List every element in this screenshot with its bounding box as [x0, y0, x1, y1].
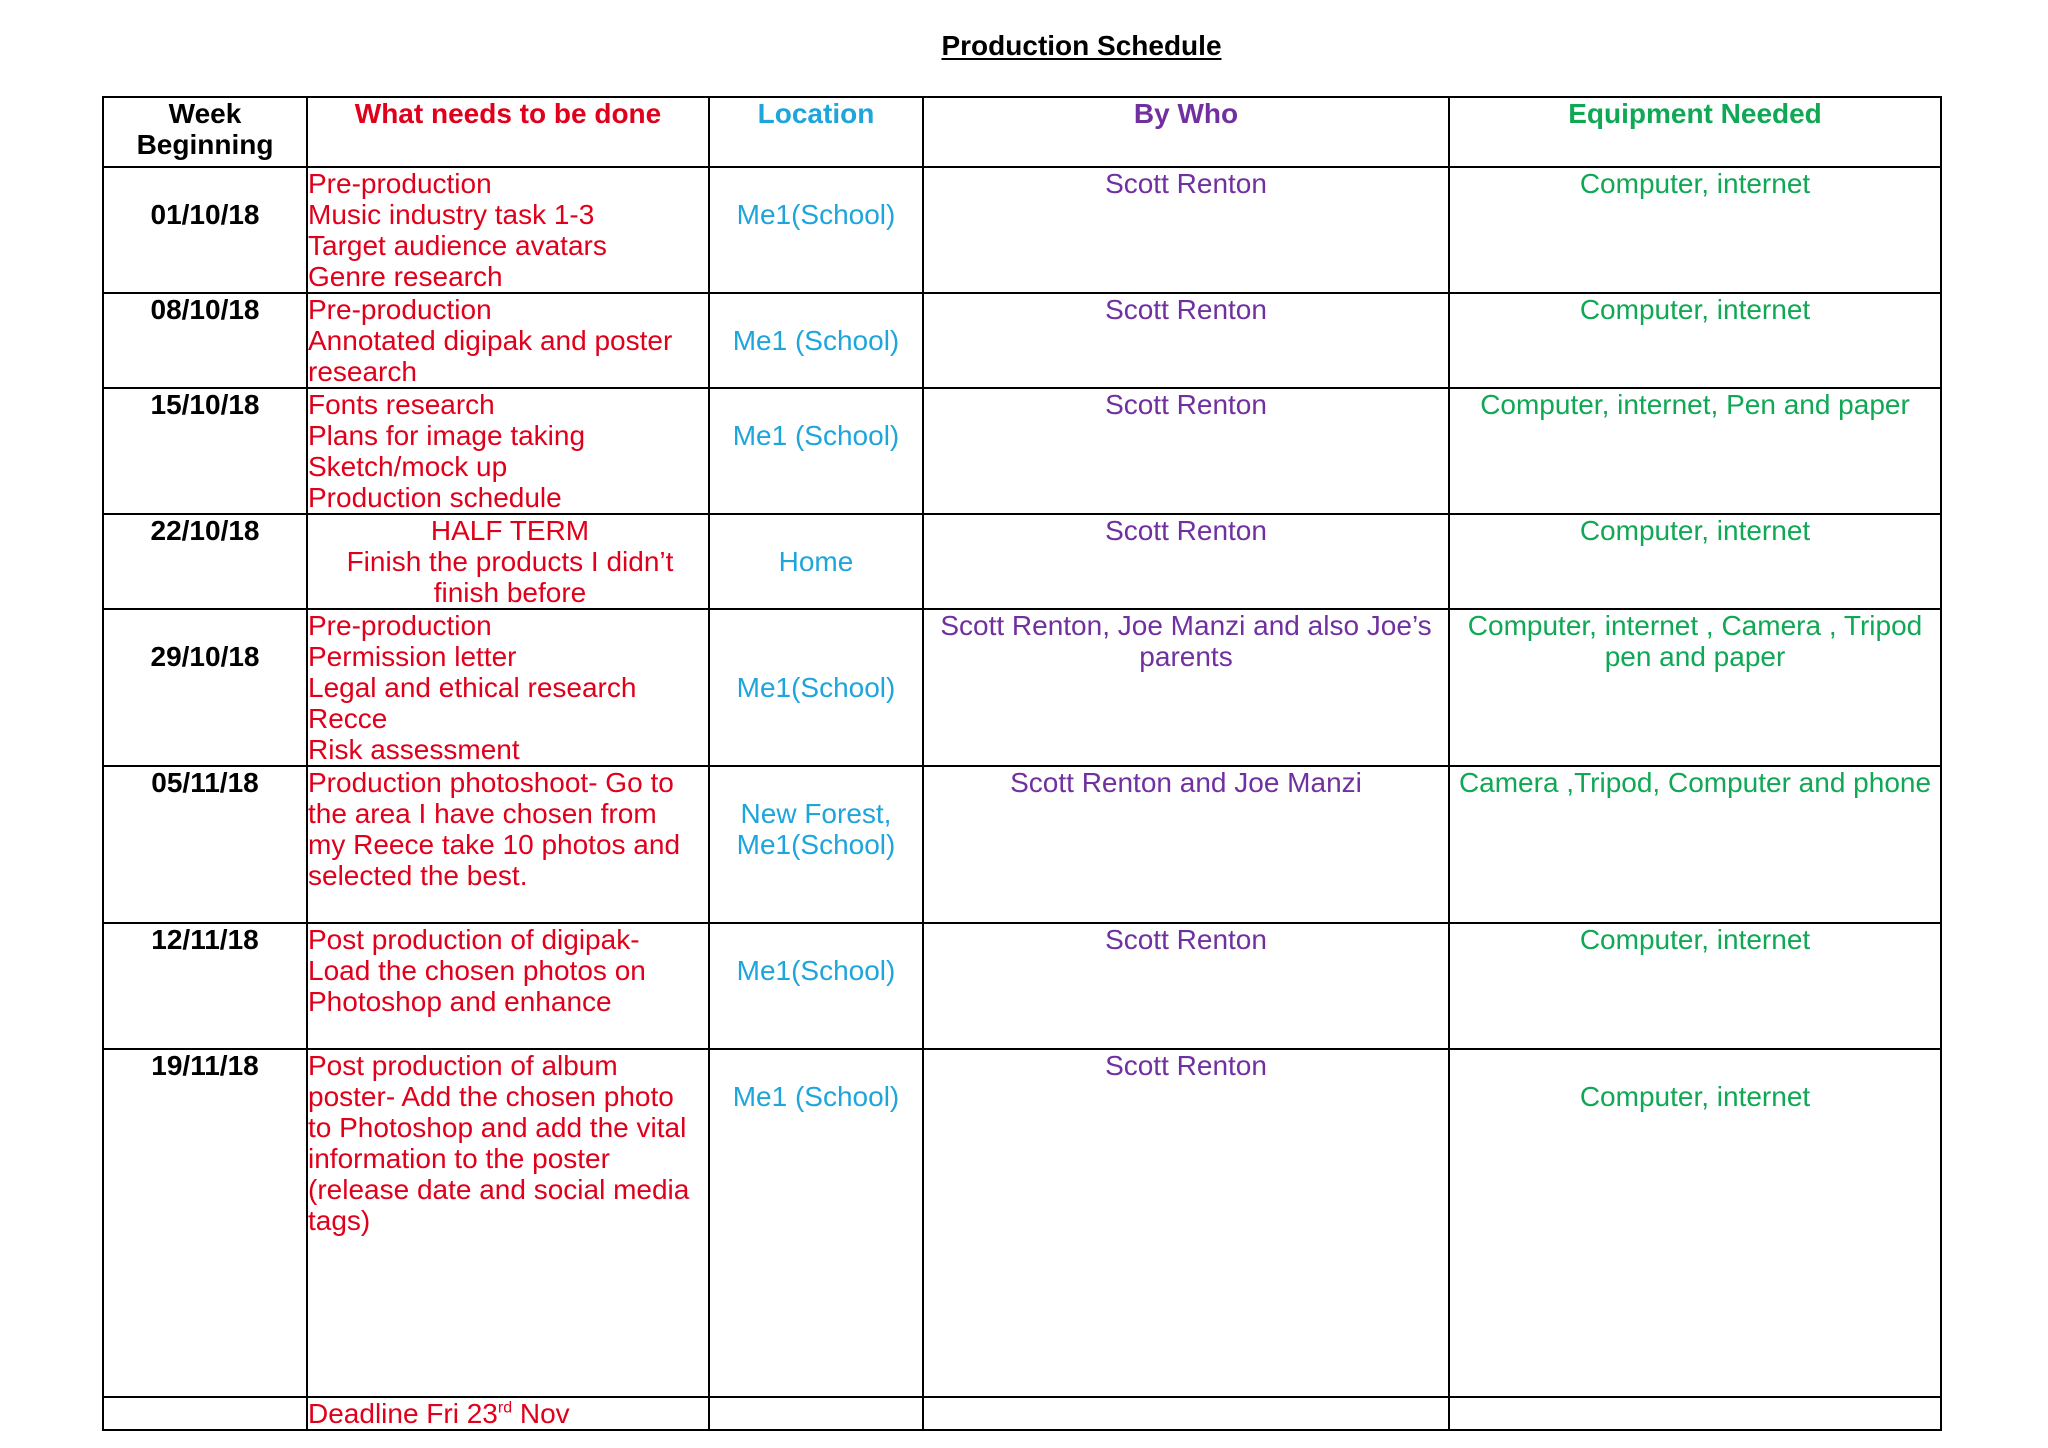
header-week	[103, 97, 307, 167]
by-who-text: Scott Renton	[1105, 924, 1267, 955]
by-who-cell	[923, 514, 1449, 609]
task-line: Photoshop and enhance	[308, 986, 612, 1017]
task-line: Post production of digipak-	[308, 924, 640, 955]
task-cell	[307, 766, 709, 923]
deadline-equipment-cell	[1449, 1397, 1941, 1430]
deadline-location-cell	[709, 1397, 923, 1430]
task-line: Finish the products I didn’t	[346, 546, 674, 577]
location-cell	[709, 167, 923, 293]
location-text: Me1 (School)	[732, 420, 900, 451]
location-line: New Forest,	[740, 798, 892, 829]
week-date: 15/10/18	[150, 389, 260, 420]
week-cell	[103, 609, 307, 766]
by-who-cell	[923, 609, 1449, 766]
by-who-cell	[923, 923, 1449, 1049]
equipment-cell	[1449, 609, 1941, 766]
location-line: Me1(School)	[736, 829, 896, 860]
week-date: 01/10/18	[150, 199, 260, 230]
task-cell	[307, 167, 709, 293]
header-task: What needs to be done	[307, 97, 709, 167]
week-date: 12/11/18	[151, 924, 259, 955]
table-row	[103, 1049, 1941, 1397]
week-date: 05/11/18	[151, 767, 259, 798]
by-who-text: Scott Renton	[1105, 515, 1267, 546]
task-line: my Reece take 10 photos and	[308, 829, 681, 860]
task-line: Post production of album	[308, 1050, 618, 1081]
by-who-line: parents	[1139, 641, 1233, 672]
location-cell	[709, 923, 923, 1049]
task-line: Genre research	[308, 261, 503, 292]
by-who-cell	[923, 167, 1449, 293]
location-cell	[709, 609, 923, 766]
task-cell	[307, 609, 709, 766]
by-who-cell	[923, 766, 1449, 923]
equipment-text: Computer, internet	[1579, 168, 1811, 199]
task-line: Production photoshoot- Go to	[308, 767, 674, 798]
week-date: 08/10/18	[150, 294, 260, 325]
task-cell	[307, 293, 709, 388]
equipment-cell	[1449, 923, 1941, 1049]
location-cell	[709, 388, 923, 514]
equipment-cell	[1449, 293, 1941, 388]
equipment-cell	[1449, 388, 1941, 514]
week-date: 19/11/18	[151, 1050, 259, 1081]
location-cell	[709, 766, 923, 923]
task-line: finish before	[433, 577, 587, 608]
task-line: Recce	[308, 703, 388, 734]
deadline-superscript: rd	[497, 1399, 513, 1417]
task-line: Pre-production	[308, 294, 492, 325]
task-line: tags)	[308, 1205, 371, 1236]
location-text: Me1 (School)	[732, 325, 900, 356]
task-line: the area I have chosen from	[308, 798, 657, 829]
equipment-cell	[1449, 1049, 1941, 1397]
equipment-text: Computer, internet	[1579, 294, 1811, 325]
deadline-text	[308, 1398, 708, 1429]
equipment-cell	[1449, 514, 1941, 609]
page-title: Production Schedule	[941, 30, 1222, 61]
equipment-line: pen and paper	[1604, 641, 1786, 672]
task-line: Permission letter	[308, 641, 517, 672]
equipment-cell	[1449, 766, 1941, 923]
by-who-text: Scott Renton	[1105, 389, 1267, 420]
week-cell	[103, 167, 307, 293]
task-cell	[307, 1049, 709, 1397]
by-who-cell	[923, 1049, 1449, 1397]
location-cell	[709, 1049, 923, 1397]
by-who-text: Scott Renton	[1105, 168, 1267, 199]
by-who-text: Scott Renton and Joe Manzi	[1010, 767, 1362, 798]
task-line: information to the poster	[308, 1143, 610, 1174]
location-text: Home	[778, 546, 854, 577]
task-line: Fonts research	[308, 389, 495, 420]
week-cell	[103, 293, 307, 388]
header-equipment: Equipment Needed	[1449, 97, 1941, 167]
week-cell	[103, 1049, 307, 1397]
week-cell	[103, 514, 307, 609]
by-who-text: Scott Renton	[1105, 1050, 1267, 1081]
week-cell	[103, 766, 307, 923]
task-line: poster- Add the chosen photo	[308, 1081, 674, 1112]
header-by-who: By Who	[923, 97, 1449, 167]
header-row	[103, 97, 1941, 167]
equipment-text: Computer, internet	[1579, 1081, 1811, 1112]
deadline-by-who-cell	[923, 1397, 1449, 1430]
task-cell	[307, 514, 709, 609]
task-line: Plans for image taking	[308, 420, 586, 451]
deadline-prefix: Deadline Fri 23	[308, 1398, 498, 1429]
deadline-cell	[307, 1397, 709, 1430]
task-line: Pre-production	[308, 610, 492, 641]
location-text: Me1(School)	[736, 672, 896, 703]
table-row	[103, 514, 1941, 609]
equipment-text: Computer, internet	[1579, 515, 1811, 546]
by-who-cell	[923, 293, 1449, 388]
week-date: 29/10/18	[150, 641, 260, 672]
table-row	[103, 923, 1941, 1049]
deadline-suffix: Nov	[512, 1398, 570, 1429]
deadline-week-cell	[103, 1397, 307, 1430]
week-cell	[103, 923, 307, 1049]
task-line: to Photoshop and add the vital	[308, 1112, 687, 1143]
by-who-text: Scott Renton	[1105, 294, 1267, 325]
table-row	[103, 167, 1941, 293]
table-row	[103, 293, 1941, 388]
location-cell	[709, 514, 923, 609]
header-week-line1: Week	[168, 98, 242, 129]
location-cell	[709, 293, 923, 388]
equipment-text: Computer, internet, Pen and paper	[1480, 389, 1910, 420]
task-line: Sketch/mock up	[308, 451, 508, 482]
production-schedule-table	[102, 96, 1942, 1431]
table-row	[103, 609, 1941, 766]
task-line: research	[308, 356, 417, 387]
table-row	[103, 388, 1941, 514]
task-line: Load the chosen photos on	[308, 955, 646, 986]
deadline-row	[103, 1397, 1941, 1430]
location-text: Me1(School)	[736, 955, 896, 986]
table-row	[103, 766, 1941, 923]
task-line: Music industry task 1-3	[308, 199, 595, 230]
equipment-line: Computer, internet , Camera , Tripod	[1467, 610, 1923, 641]
location-text: Me1(School)	[736, 199, 896, 230]
header-week-line2: Beginning	[136, 129, 274, 160]
by-who-cell	[923, 388, 1449, 514]
task-cell	[307, 923, 709, 1049]
by-who-line: Scott Renton, Joe Manzi and also Joe’s	[940, 610, 1432, 641]
task-line: Annotated digipak and poster	[308, 325, 673, 356]
task-line: Legal and ethical research	[308, 672, 637, 703]
task-line: selected the best.	[308, 860, 528, 891]
task-cell	[307, 388, 709, 514]
equipment-text: Computer, internet	[1579, 924, 1811, 955]
task-line: Pre-production	[308, 168, 492, 199]
task-line: (release date and social media	[308, 1174, 690, 1205]
task-line: HALF TERM	[430, 515, 590, 546]
task-line: Production schedule	[308, 482, 562, 513]
week-date: 22/10/18	[150, 515, 260, 546]
equipment-cell	[1449, 167, 1941, 293]
header-location: Location	[709, 97, 923, 167]
task-line: Risk assessment	[308, 734, 520, 765]
location-text: Me1 (School)	[732, 1081, 900, 1112]
equipment-text: Camera ,Tripod, Computer and phone	[1458, 767, 1932, 798]
task-line: Target audience avatars	[308, 230, 607, 261]
week-cell	[103, 388, 307, 514]
